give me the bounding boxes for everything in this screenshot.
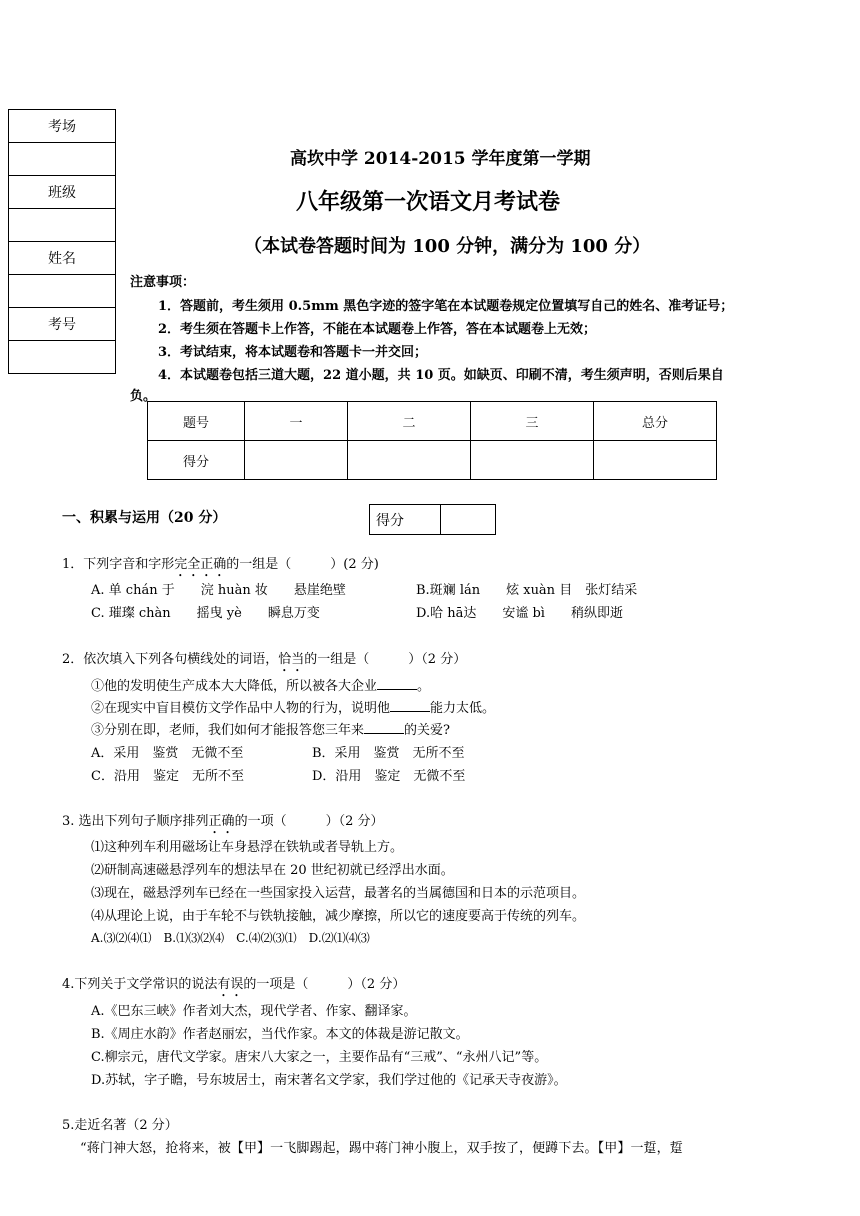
info-field-name[interactable] bbox=[9, 275, 116, 308]
notice-item-2: 2．考生须在答题卡上作答，不能在本试题卷上作答，答在本试题卷上无效； bbox=[158, 322, 597, 337]
q1-option-a: A. 单 chán 于 浣 huàn 妆 悬崖绝壁 bbox=[91, 583, 346, 598]
question-4-stem: 4.下列关于文学常识的说法有误的一项是（ ）（2 分） bbox=[62, 977, 406, 992]
q1-option-c: C. 璀璨 chàn 摇曳 yè 瞬息万变 bbox=[91, 606, 320, 621]
section-1-title: 一、积累与运用（20 分） bbox=[62, 510, 227, 526]
school-title: 高坎中学 2014-2015 学年度第一学期 bbox=[290, 149, 591, 169]
q4-option-a: A.《巴东三峡》作者刘大杰，现代学者、作家、翻译家。 bbox=[91, 1004, 417, 1019]
student-info-box bbox=[8, 109, 116, 374]
score-header-cell: 二 bbox=[348, 402, 471, 441]
q3-sentence-1: ⑴这种列车利用磁场让车身悬浮在铁轨或者导轨上方。 bbox=[91, 840, 404, 855]
section-score-label: 得分 bbox=[370, 505, 441, 535]
q5-passage: “蒋门神大怒，抢将来，被【甲】一飞脚踢起，踢中蒋门神小腹上，双手按了，便蹲下去。【甲】一踅，踅 bbox=[80, 1141, 683, 1156]
fill-blank[interactable] bbox=[364, 721, 404, 734]
q3-sentence-2: ⑵研制高速磁悬浮列车的想法早在 20 世纪初就已经浮出水面。 bbox=[91, 863, 454, 878]
q2-option-c: C．沿用 鉴定 无所不至 bbox=[91, 769, 244, 784]
fill-blank[interactable] bbox=[390, 699, 430, 712]
score-cell[interactable] bbox=[245, 441, 348, 480]
emphasis-text: 完全正确 bbox=[174, 557, 227, 572]
score-row-label: 得分 bbox=[148, 441, 245, 480]
score-cell[interactable] bbox=[471, 441, 594, 480]
fill-blank[interactable] bbox=[377, 677, 417, 690]
q3-sentence-3: ⑶现在，磁悬浮列车已经在一些国家投入运营，最著名的当属德国和日本的示范项目。 bbox=[91, 886, 586, 901]
info-field-exam-room[interactable] bbox=[9, 143, 116, 176]
q4-option-c: C.柳宗元，唐代文学家。唐宋八大家之一，主要作品有“三戒”、“永州八记”等。 bbox=[91, 1050, 548, 1065]
q1-option-d: D.哈 hā达 安谧 bì 稍纵即逝 bbox=[416, 606, 623, 621]
score-header-cell: 三 bbox=[471, 402, 594, 441]
emphasis-text: 正确 bbox=[208, 814, 235, 829]
score-cell[interactable] bbox=[594, 441, 717, 480]
q2-sentence-2: ②在现实中盲目模仿文学作品中人物的行为，说明他 能力太低。 bbox=[91, 701, 496, 716]
score-header-cell: 总分 bbox=[594, 402, 717, 441]
q2-option-b: B．采用 鉴赏 无所不至 bbox=[312, 746, 465, 761]
info-field-class[interactable] bbox=[9, 209, 116, 242]
section-1-score-box bbox=[369, 504, 496, 535]
question-5-title: 5.走近名著（2 分） bbox=[62, 1118, 178, 1133]
q2-sentence-1: ①他的发明使生产成本大大降低，所以被各大企业 。 bbox=[91, 679, 431, 694]
q1-option-b: B.斑斓 lán 炫 xuàn 目 张灯结采 bbox=[416, 583, 638, 598]
info-label-name: 姓名 bbox=[9, 242, 116, 275]
q3-sentence-4: ⑷从理论上说，由于车轮不与铁轨接触，减少摩擦，所以它的速度要高于传统的列车。 bbox=[91, 909, 586, 924]
score-header-cell: 题号 bbox=[148, 402, 245, 441]
info-label-exam-number: 考号 bbox=[9, 308, 116, 341]
emphasis-text: 恰当 bbox=[278, 652, 305, 667]
exam-title: 八年级第一次语文月考试卷 bbox=[296, 189, 561, 215]
notice-title: 注意事项： bbox=[130, 275, 196, 290]
q4-option-b: B.《周庄水韵》作者赵丽宏，当代作家。本文的体裁是游记散文。 bbox=[91, 1027, 469, 1042]
notice-item-4: 4．本试题卷包括三道大题，22 道小题，共 10 页。如缺页、印刷不清，考生须声明，否则后果自 bbox=[158, 368, 724, 383]
score-table bbox=[147, 401, 717, 480]
q4-option-d: D.苏轼，字子瞻，号东坡居士，南宋著名文学家，我们学过他的《记承天寺夜游》。 bbox=[91, 1073, 567, 1088]
notice-item-4-cont: 负。 bbox=[130, 389, 157, 404]
info-label-exam-room: 考场 bbox=[9, 110, 116, 143]
emphasis-text: 有误 bbox=[217, 977, 244, 992]
q2-option-d: D．沿用 鉴定 无微不至 bbox=[312, 769, 466, 784]
question-1-stem: 1．下列字音和字形完全正确的一组是（ ）(2 分) bbox=[62, 557, 379, 572]
info-field-exam-number[interactable] bbox=[9, 341, 116, 374]
question-3-stem: 3. 选出下列句子顺序排列正确的一项（ ）（2 分） bbox=[62, 814, 384, 829]
info-label-class: 班级 bbox=[9, 176, 116, 209]
q2-option-a: A．采用 鉴赏 无微不至 bbox=[91, 746, 244, 761]
notice-item-3: 3．考试结束，将本试题卷和答题卡一并交回； bbox=[158, 345, 428, 360]
q3-options: A.⑶⑵⑷⑴ B.⑴⑶⑵⑷ C.⑷⑵⑶⑴ D.⑵⑴⑷⑶ bbox=[91, 931, 370, 945]
notice-item-1: 1．答题前，考生须用 0.5mm 黑色字迹的签字笔在本试题卷规定位置填写自己的姓名、准考证号； bbox=[158, 299, 734, 314]
exam-duration-note: （本试卷答题时间为 100 分钟，满分为 100 分） bbox=[244, 236, 651, 257]
score-cell[interactable] bbox=[348, 441, 471, 480]
score-header-cell: 一 bbox=[245, 402, 348, 441]
question-2-stem: 2．依次填入下列各句横线处的词语，恰当的一组是（ ）（2 分） bbox=[62, 652, 467, 667]
q2-sentence-3: ③分别在即，老师，我们如何才能报答您三年来 的关爱? bbox=[91, 723, 450, 738]
section-score-cell[interactable] bbox=[441, 505, 496, 535]
